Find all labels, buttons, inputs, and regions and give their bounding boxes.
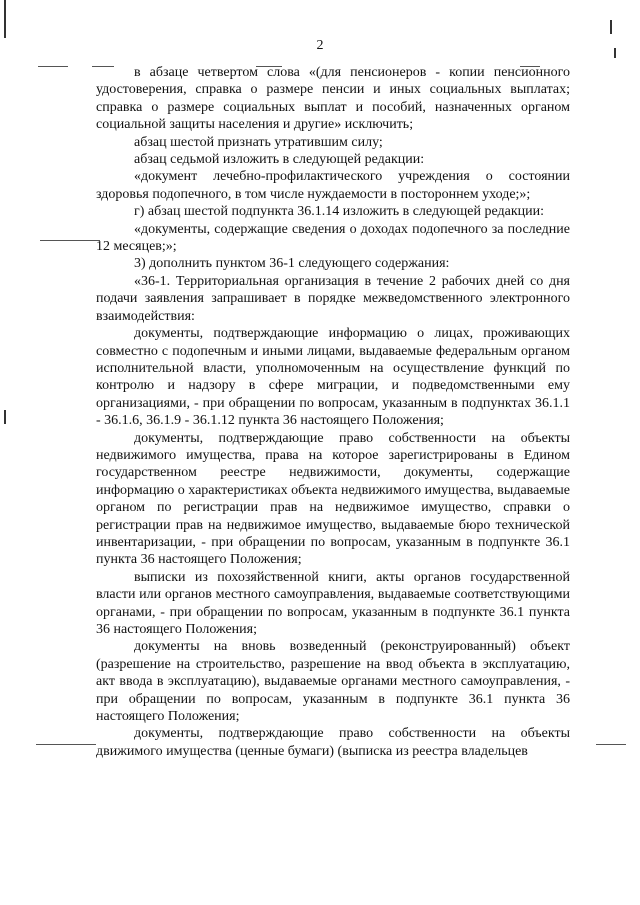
paragraph: абзац шестой признать утратившим силу; [134, 134, 383, 150]
paragraph: 3) дополнить пунктом 36-1 следующего содержания: [134, 256, 450, 272]
paragraph: документы на вновь возведенный (реконструированный) объект (разрешение на строительство, разрешение на ввод объекта в эксплуатацию, акт ввода в эксплуатацию), выдаваемые органами местного самоуправления, - при обращении по вопросам, указанным в подпункте 36.1 пункта 36 настоящего Положения; [96, 639, 570, 725]
paragraph: «документ лечебно-профилактического учреждения о состоянии здоровья подопечного, в том числе нуждаемости в постороннем уходе;»; [96, 169, 570, 202]
paragraph: документы, подтверждающие право собственности на объекты движимого имущества (ценные бумаги) (выписка из реестра владельцев [96, 726, 570, 759]
scan-line-artifact [38, 66, 68, 67]
document-body [96, 64, 570, 760]
paragraph: в абзаце четвертом слова «(для пенсионеров - копии пенсионного удостоверения, справка о размере пенсии и иных социальных выплатах; справка о размере социальных выплат и пособий, назначенных органом социальной защиты населения и другие» исключить; [96, 65, 570, 133]
paragraph: «документы, содержащие сведения о доходах подопечного за последние 12 месяцев;»; [96, 221, 570, 255]
scan-edge-mark [4, 0, 6, 38]
scan-line-artifact [36, 744, 96, 745]
paragraph: документы, подтверждающие право собственности на объекты недвижимого имущества, права на которое зарегистрированы в Едином государственном реестре недвижимости, документы, содержащие информацию о характеристиках объекта недвижимого имущества, выдаваемые органом по регистрации прав на недвижимое имущество, справки о регистрации прав на недвижимое имущество, выдаваемые бюро технической инвентаризации, - при обращении по вопросам, указанным в подпункте 36.1 пункта 36 настоящего Положения; [96, 430, 570, 568]
paragraph: выписки из похозяйственной книги, акты органов государственной власти или органов местного самоуправления, выдаваемые соответствующими органами, - при обращении по вопросам, указанным в подпункте 36.1 пункта 36 настоящего Положения; [96, 569, 570, 637]
page-number: 2 [316, 38, 324, 53]
scan-edge-mark [4, 410, 6, 424]
paragraph: абзац седьмой изложить в следующей редакции: [134, 152, 425, 168]
scan-line-artifact [40, 240, 100, 241]
paragraph: г) абзац шестой подпункта 36.1.14 изложить в следующей редакции: [134, 204, 545, 220]
scan-line-artifact [596, 744, 626, 745]
paragraph: документы, подтверждающие информацию о лицах, проживающих совместно с подопечным и иными лицами, выдаваемые федеральным органом исполнительной власти, уполномоченным на осуществление функций по контролю и надзору в сфере миграции, и подведомственными ему организациями, - при обращении по вопросам, указанным в подпунктах 36.1.1 - 36.1.6, 36.1.9 - 36.1.12 пункта 36 настоящего Положения; [96, 326, 570, 429]
scan-edge-mark [610, 20, 612, 34]
paragraph: «36-1. Территориальная организация в течение 2 рабочих дней со дня подачи заявления запрашивает в порядке межведомственного электронного взаимодействия: [96, 273, 570, 324]
